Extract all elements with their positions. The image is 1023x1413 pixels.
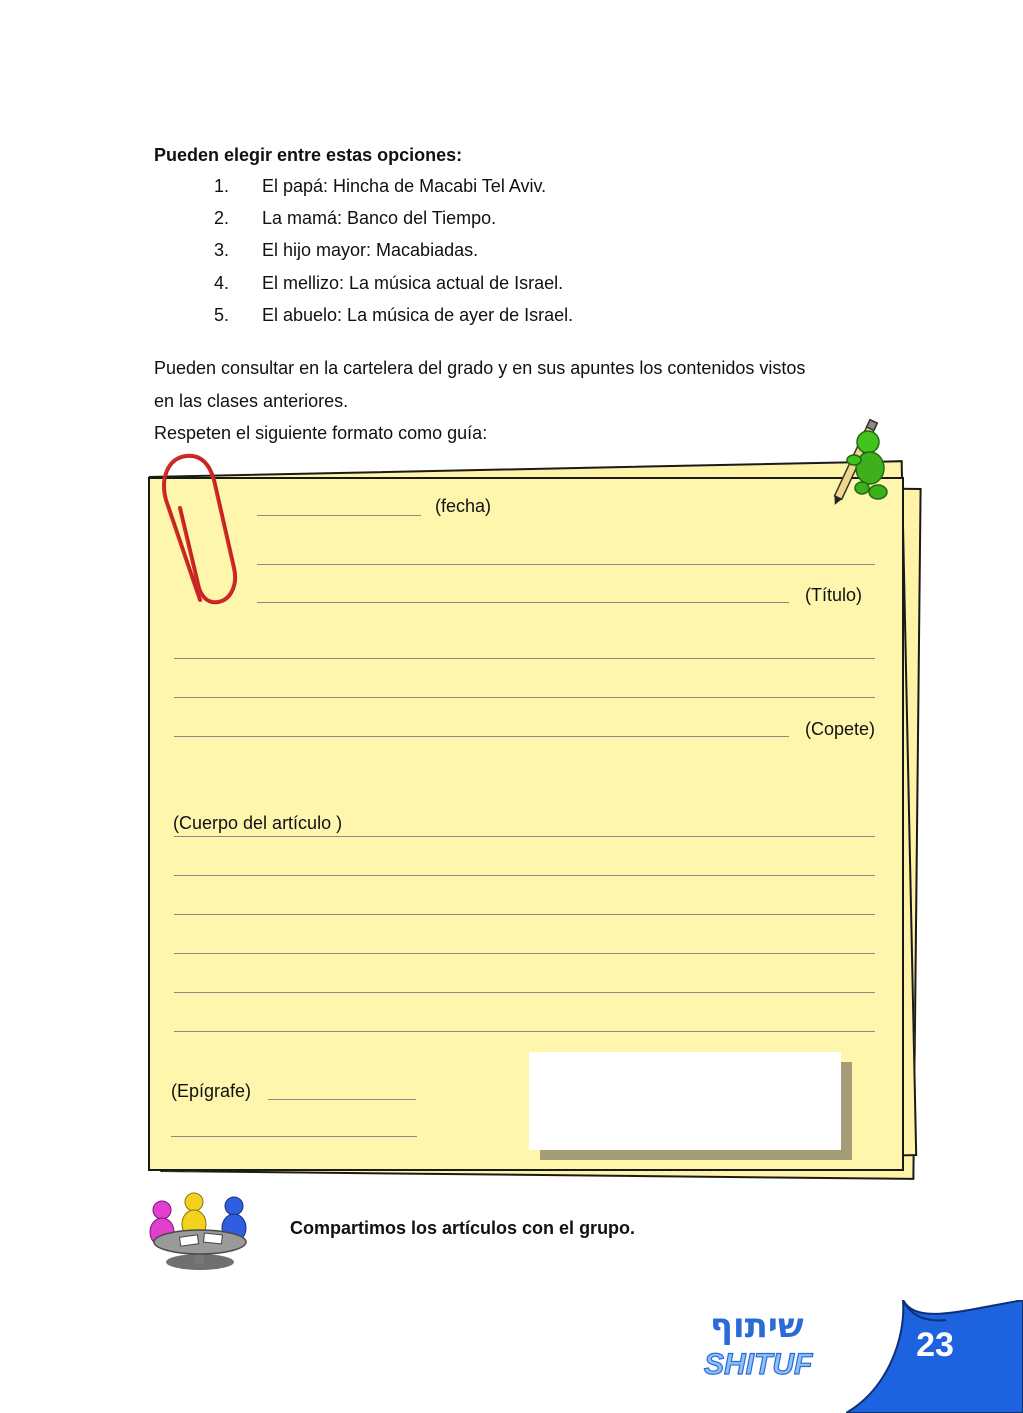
cuerpo-line: [174, 836, 875, 837]
instruction-paragraph-line: Pueden consultar en la cartelera del grado y en sus apuntes los contenidos vistos: [154, 358, 806, 378]
copete-line: [174, 697, 875, 698]
cuerpo-line: [174, 1031, 875, 1032]
cuerpo-line: [174, 953, 875, 954]
option-number: 4.: [214, 273, 230, 293]
options-heading: Pueden elegir entre estas opciones:: [154, 145, 463, 165]
logo-latin-text: SHITUF: [704, 1348, 813, 1381]
photo-placeholder: [529, 1052, 841, 1150]
option-number: 1.: [214, 176, 230, 196]
option-text: El hijo mayor: Macabiadas.: [262, 240, 479, 260]
option-text: El papá: Hincha de Macabi Tel Aviv.: [262, 176, 547, 196]
option-number: 2.: [214, 208, 230, 228]
cuerpo-line: [174, 875, 875, 876]
instruction-paragraph-line: en las clases anteriores.: [154, 391, 349, 411]
page-number: 23: [916, 1326, 954, 1364]
copete-line: [174, 658, 875, 659]
option-text: El mellizo: La música actual de Israel.: [262, 273, 564, 293]
titulo-line: [257, 564, 875, 565]
titulo-label: (Título): [805, 585, 863, 605]
logo-hebrew-text: שיתוף: [710, 1306, 804, 1346]
option-text: El abuelo: La música de ayer de Israel.: [262, 305, 574, 325]
shituf-logo: [700, 1306, 830, 1396]
titulo-line: [257, 602, 789, 603]
epigrafe-line: [268, 1099, 416, 1100]
copete-line: [174, 736, 789, 737]
group-table-icon: [144, 1190, 256, 1274]
fecha-label: (fecha): [435, 496, 492, 516]
format-instruction: Respeten el siguiente formato como guía:: [154, 423, 488, 443]
copete-label: (Copete): [805, 719, 876, 739]
paperclip-icon: [158, 448, 242, 612]
cuerpo-label: (Cuerpo del artículo ): [173, 813, 343, 833]
figure-with-pencil-icon: [818, 414, 894, 510]
share-instruction: Compartimos los artículos con el grupo.: [290, 1218, 636, 1238]
fecha-line: [257, 515, 421, 516]
epigrafe-line: [171, 1136, 417, 1137]
option-text: La mamá: Banco del Tiempo.: [262, 208, 497, 228]
option-number: 3.: [214, 240, 230, 260]
cuerpo-line: [174, 992, 875, 993]
option-number: 5.: [214, 305, 230, 325]
epigrafe-label: (Epígrafe): [171, 1081, 252, 1101]
cuerpo-line: [174, 914, 875, 915]
